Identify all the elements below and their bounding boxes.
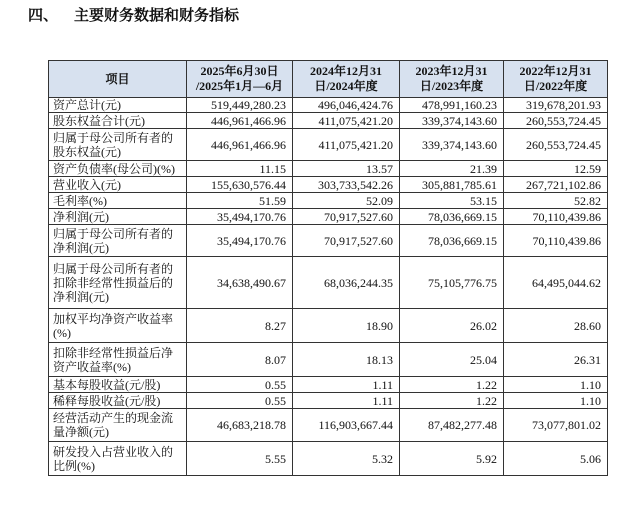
row-value: 18.13 [293, 343, 400, 377]
row-label: 净利润(元) [49, 209, 187, 225]
row-value: 5.55 [187, 442, 293, 476]
row-value: 411,075,421.20 [293, 113, 400, 129]
row-value: 70,110,439.86 [504, 225, 608, 257]
row-value: 12.59 [504, 161, 608, 177]
row-label: 资产总计(元) [49, 98, 187, 113]
row-value: 75,105,776.75 [400, 257, 504, 309]
row-value: 52.09 [293, 193, 400, 209]
header-item: 项目 [49, 61, 187, 98]
row-label: 归属于母公司所有者的净利润(元) [49, 225, 187, 257]
header-line: 日/2023年度 [419, 79, 484, 93]
row-value: 68,036,244.35 [293, 257, 400, 309]
row-label: 毛利率(%) [49, 193, 187, 209]
row-value: 319,678,201.93 [504, 98, 608, 113]
row-value: 26.02 [400, 309, 504, 343]
row-value: 1.10 [504, 393, 608, 409]
financial-data-table [48, 60, 608, 476]
row-value: 1.22 [400, 393, 504, 409]
table-row [49, 129, 608, 161]
row-value: 35,494,170.76 [187, 209, 293, 225]
row-value: 8.07 [187, 343, 293, 377]
row-label: 加权平均净资产收益率(%) [49, 309, 187, 343]
header-line: 日/2024年度 [314, 79, 378, 93]
row-label: 研发投入占营业收入的比例(%) [49, 442, 187, 476]
table-row [49, 98, 608, 113]
row-value: 267,721,102.86 [504, 177, 608, 193]
row-value: 0.55 [187, 377, 293, 393]
header-line: 2023年12月31 [415, 64, 488, 78]
row-label: 归属于母公司所有者的股东权益(元) [49, 129, 187, 161]
row-value: 52.82 [504, 193, 608, 209]
row-value: 87,482,277.48 [400, 409, 504, 442]
row-value: 25.04 [400, 343, 504, 377]
section-heading [28, 4, 239, 25]
row-value: 34,638,490.67 [187, 257, 293, 309]
table-row [49, 377, 608, 393]
header-period-2022 [504, 61, 608, 98]
row-value: 73,077,801.02 [504, 409, 608, 442]
row-value: 26.31 [504, 343, 608, 377]
row-value: 5.32 [293, 442, 400, 476]
table-row [49, 309, 608, 343]
row-label: 稀释每股收益(元/股) [49, 393, 187, 409]
row-value: 446,961,466.96 [187, 113, 293, 129]
row-value: 519,449,280.23 [187, 98, 293, 113]
header-period-2025h1 [187, 61, 293, 98]
header-line: 2025年6月30日 [200, 64, 279, 78]
table-row [49, 113, 608, 129]
row-label: 归属于母公司所有者的扣除非经常性损益后的净利润(元) [49, 257, 187, 309]
table-row [49, 409, 608, 442]
row-value: 18.90 [293, 309, 400, 343]
row-value: 1.11 [293, 393, 400, 409]
row-value: 11.15 [187, 161, 293, 177]
row-value: 78,036,669.15 [400, 209, 504, 225]
row-label: 营业收入(元) [49, 177, 187, 193]
row-value: 1.10 [504, 377, 608, 393]
table-row [49, 161, 608, 177]
row-value: 155,630,576.44 [187, 177, 293, 193]
row-value: 53.15 [400, 193, 504, 209]
row-label: 股东权益合计(元) [49, 113, 187, 129]
row-value: 5.92 [400, 442, 504, 476]
table-row [49, 442, 608, 476]
row-value: 78,036,669.15 [400, 225, 504, 257]
row-value: 116,903,667.44 [293, 409, 400, 442]
header-line: 日/2022年度 [523, 79, 588, 93]
row-value: 0.55 [187, 393, 293, 409]
header-line: /2025年1月—6月 [195, 79, 284, 93]
row-value: 411,075,421.20 [293, 129, 400, 161]
row-value: 260,553,724.45 [504, 129, 608, 161]
header-line: 2022年12月31 [519, 64, 592, 78]
row-label: 经营活动产生的现金流量净额(元) [49, 409, 187, 442]
row-value: 478,991,160.23 [400, 98, 504, 113]
row-value: 51.59 [187, 193, 293, 209]
row-value: 260,553,724.45 [504, 113, 608, 129]
table-row [49, 257, 608, 309]
table-row [49, 343, 608, 377]
row-value: 5.06 [504, 442, 608, 476]
row-label: 资产负债率(母公司)(%) [49, 161, 187, 177]
row-value: 70,917,527.60 [293, 209, 400, 225]
row-label: 基本每股收益(元/股) [49, 377, 187, 393]
table-header-row [49, 61, 608, 98]
header-period-2023 [400, 61, 504, 98]
row-label: 扣除非经常性损益后净资产收益率(%) [49, 343, 187, 377]
section-number: 四、 [28, 6, 59, 24]
table-row [49, 225, 608, 257]
section-title: 主要财务数据和财务指标 [74, 6, 240, 24]
row-value: 13.57 [293, 161, 400, 177]
row-value: 339,374,143.60 [400, 113, 504, 129]
row-value: 496,046,424.76 [293, 98, 400, 113]
table-body [49, 98, 608, 476]
row-value: 1.11 [293, 377, 400, 393]
table-row [49, 209, 608, 225]
row-value: 303,733,542.26 [293, 177, 400, 193]
row-value: 28.60 [504, 309, 608, 343]
table-row [49, 393, 608, 409]
row-value: 46,683,218.78 [187, 409, 293, 442]
table-row [49, 193, 608, 209]
row-value: 8.27 [187, 309, 293, 343]
row-value: 64,495,044.62 [504, 257, 608, 309]
row-value: 339,374,143.60 [400, 129, 504, 161]
row-value: 35,494,170.76 [187, 225, 293, 257]
row-value: 70,917,527.60 [293, 225, 400, 257]
header-period-2024 [293, 61, 400, 98]
row-value: 446,961,466.96 [187, 129, 293, 161]
row-value: 1.22 [400, 377, 504, 393]
row-value: 305,881,785.61 [400, 177, 504, 193]
header-line: 2024年12月31 [309, 64, 382, 78]
row-value: 21.39 [400, 161, 504, 177]
table-row [49, 177, 608, 193]
row-value: 70,110,439.86 [504, 209, 608, 225]
